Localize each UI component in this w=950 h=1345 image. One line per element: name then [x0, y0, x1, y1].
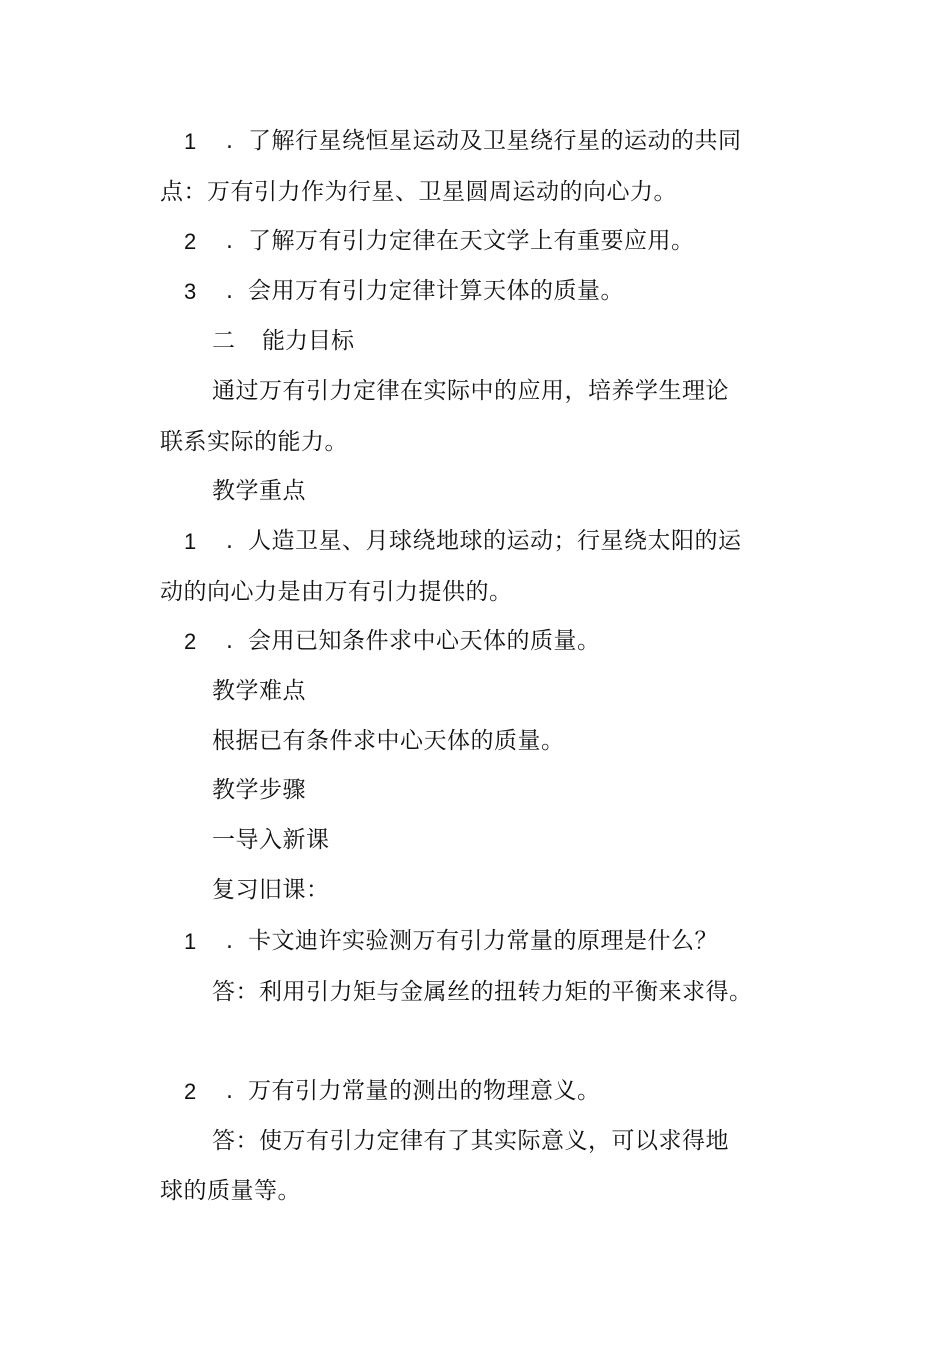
key-item-1-line-2: 动的向心力是由万有引力提供的。	[160, 579, 513, 605]
review-question-2: 万有引力常量的测出的物理意义。	[248, 1078, 601, 1104]
ability-text-line-2: 联系实际的能力。	[160, 429, 348, 455]
item-number: 2	[184, 229, 197, 254]
section-numeral: 二	[212, 328, 235, 354]
item-dot: .	[226, 529, 233, 554]
section-heading-key-points: 教学重点	[212, 478, 306, 504]
section-heading-difficulty: 教学难点	[212, 678, 306, 704]
objective-item-3: 会用万有引力定律计算天体的质量。	[248, 278, 624, 304]
item-dot: .	[226, 229, 233, 254]
item-dot: .	[226, 279, 233, 304]
item-number: 3	[184, 279, 197, 304]
review-answer-2-line-1: 答：使万有引力定律有了其实际意义，可以求得地	[212, 1128, 729, 1154]
section-heading-steps: 教学步骤	[212, 777, 306, 803]
section-heading-review: 复习旧课：	[212, 877, 330, 903]
section-heading-ability: 能力目标	[262, 328, 354, 354]
item-number: 1	[184, 929, 197, 954]
objective-item-1-line-1: 了解行星绕恒星运动及卫星绕行星的运动的共同	[248, 128, 742, 154]
review-question-1: 卡文迪许实验测万有引力常量的原理是什么？	[248, 928, 718, 954]
item-dot: .	[226, 1079, 233, 1104]
item-dot: .	[226, 129, 233, 154]
item-number: 1	[184, 529, 197, 554]
difficulty-text: 根据已有条件求中心天体的质量。	[212, 728, 565, 754]
review-answer-2-line-2: 球的质量等。	[160, 1178, 301, 1204]
item-number: 2	[184, 629, 197, 654]
review-answer-1: 答：利用引力矩与金属丝的扭转力矩的平衡来求得。	[212, 979, 753, 1005]
objective-item-1-line-2: 点：万有引力作为行星、卫星圆周运动的向心力。	[160, 179, 677, 205]
key-item-1-line-1: 人造卫星、月球绕地球的运动；行星绕太阳的运	[248, 528, 742, 554]
item-number: 2	[184, 1079, 197, 1104]
key-item-2: 会用已知条件求中心天体的质量。	[248, 628, 601, 654]
objective-item-2: 了解万有引力定律在天文学上有重要应用。	[248, 228, 695, 254]
ability-text-line-1: 通过万有引力定律在实际中的应用，培养学生理论	[212, 378, 729, 404]
item-dot: .	[226, 929, 233, 954]
item-number: 1	[184, 129, 197, 154]
item-dot: .	[226, 629, 233, 654]
section-heading-intro: 一导入新课	[212, 827, 330, 853]
